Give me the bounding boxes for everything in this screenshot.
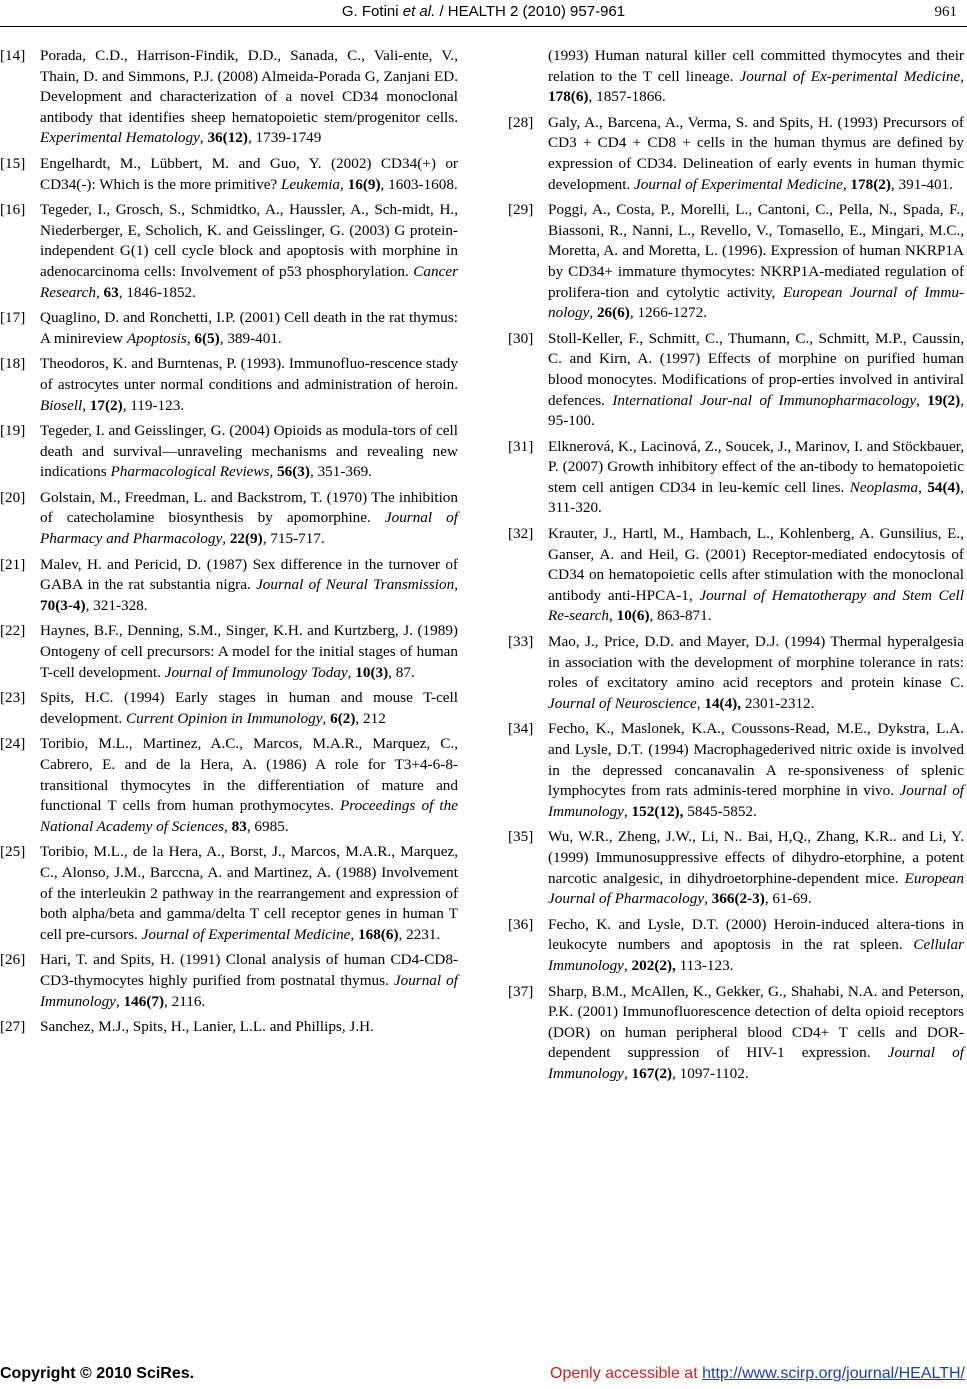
journal-name: European Journal of Pharmacology xyxy=(548,869,964,908)
reference-number: [36] xyxy=(508,915,534,933)
references-left-column xyxy=(0,46,458,1043)
reference-entry xyxy=(0,688,458,729)
reference-text: Engelhardt, M., Lübbert, M. and Guo, Y. (2002) CD34(+) or CD34(-): Which is the more primitive? xyxy=(40,154,458,193)
journal-name: Journal of Ex-perimental Medicine xyxy=(739,67,961,85)
volume-issue: 36(12) xyxy=(207,129,248,147)
reference-text: Mao, J., Price, D.D. and Mayer, D.J. (1994) Thermal hyperalgesia in association with the development of morphine tolerance in rats: roles of excitatory amino acid receptors and protein kinase C. xyxy=(548,633,964,692)
reference-text: , 6985. xyxy=(246,817,289,835)
reference-number: [29] xyxy=(508,201,534,219)
reference-text: Krauter, J., Hartl, M., Hambach, L., Kohlenberg, A. Gunsilius, E., Ganser, A. and Heil, G. (2001) Receptor-mediated endocytosis of CD34 on hematopoietic cells after stimulation with the monoclonal antibody anti-HPCA-1, xyxy=(548,525,964,604)
reference-text: Hari, T. and Spits, H. (1991) Clonal analysis of human CD4-CD8-CD3-thymocytes highly purified from postnatal thymus. xyxy=(40,951,458,989)
references-right-column xyxy=(508,46,964,1090)
reference-number: [16] xyxy=(0,201,26,219)
reference-continuation xyxy=(508,46,964,108)
reference-text: , xyxy=(224,817,232,835)
reference-text: , xyxy=(186,329,195,347)
reference-text: , xyxy=(623,956,632,974)
journal-name: Biosell xyxy=(40,396,83,414)
volume-issue: 202(2), xyxy=(631,956,676,974)
reference-text: , 863-871. xyxy=(649,607,712,625)
reference-text: Golstain, M., Freedman, L. and Backstrom, T. (1970) The inhibition of catecholamine biosynthesis by apomorphine. xyxy=(40,488,458,527)
reference-entry xyxy=(508,982,964,1085)
journal-name: Neoplasma xyxy=(849,478,919,496)
reference-entry xyxy=(508,632,964,714)
reference-text: 113-123. xyxy=(675,956,734,974)
reference-number: [22] xyxy=(0,622,26,640)
reference-entry xyxy=(508,719,964,822)
reference-entry xyxy=(0,354,458,416)
reference-text: Sanchez, M.J., Spits, H., Lanier, L.L. and Phillips, J.H. xyxy=(40,1018,374,1036)
reference-text: , 311-320. xyxy=(548,478,965,517)
reference-text: Poggi, A., Costa, P., Morelli, L., Cantoni, C., Pella, N., Spada, F., Biassoni, R., Nanni, L., Revello, V., Tomasello, E., Mingari, M.C., Moretta, A. and Moretta, L. (1996). Expression of human NKRP1A by CD34+ immature thymocytes: NKRP1A-mediated regulation of prolifera-tion and cytolytic activity, xyxy=(548,201,964,301)
reference-text: , 321-328. xyxy=(85,596,148,614)
reference-text: , xyxy=(222,530,230,548)
reference-number: [33] xyxy=(508,633,534,651)
reference-entry xyxy=(508,329,964,432)
reference-text: 5845-5852. xyxy=(683,802,757,820)
reference-text: , 1846-1852. xyxy=(118,283,196,301)
volume-issue: 178(6) xyxy=(548,88,589,106)
reference-number: [23] xyxy=(0,689,26,707)
journal-name: Apoptosis xyxy=(126,329,187,347)
journal-name: Journal of Immunology Today xyxy=(164,663,348,681)
volume-issue: 167(2) xyxy=(631,1064,673,1082)
reference-entry xyxy=(0,421,458,483)
journal-link[interactable]: http://www.scirp.org/journal/HEALTH/ xyxy=(702,1365,965,1382)
volume-issue: 70(3-4) xyxy=(40,596,86,614)
reference-text: , 1603-1608. xyxy=(380,175,458,193)
reference-text: , xyxy=(918,478,928,496)
journal-name: Cellular Immunology xyxy=(548,936,964,974)
page-number: 961 xyxy=(934,4,957,20)
reference-text: Fecho, K. and Lysle, D.T. (2000) Heroin-induced altera-tions in leukocyte numbers and apoptosis in the rat spleen. xyxy=(548,915,964,954)
reference-number: [19] xyxy=(0,422,26,440)
reference-entry xyxy=(508,200,964,324)
reference-entry xyxy=(508,827,964,909)
reference-text: , xyxy=(199,129,208,147)
reference-text: , 715-717. xyxy=(262,530,325,548)
reference-text: , xyxy=(95,283,104,301)
reference-number: [26] xyxy=(0,951,26,969)
reference-entry xyxy=(0,621,458,683)
reference-text: , 61-69. xyxy=(764,890,812,908)
reference-entry xyxy=(508,915,964,977)
volume-issue: 26(6) xyxy=(596,304,630,322)
journal-name: Journal of Immunology xyxy=(548,782,965,820)
journal-name: Journal of Pharmacy and Pharmacology xyxy=(40,509,458,548)
page-footer xyxy=(0,1362,967,1389)
reference-text: (1993) Human natural killer cell committed thymocytes and their relation to the T cell lineage. xyxy=(548,47,964,85)
reference-text: 2301-2312. xyxy=(741,694,815,712)
volume-issue: 10(3) xyxy=(355,663,389,681)
reference-text: , 389-401. xyxy=(219,329,282,347)
reference-text: , 391-401. xyxy=(890,175,953,193)
reference-text: , xyxy=(623,1064,632,1082)
reference-text: , xyxy=(454,576,459,594)
volume-issue: 168(6) xyxy=(358,925,399,943)
reference-text: , 351-369. xyxy=(309,463,372,481)
reference-entry xyxy=(0,1017,458,1038)
reference-text: , xyxy=(609,607,617,625)
volume-issue: 63 xyxy=(103,283,119,301)
volume-issue: 17(2) xyxy=(89,396,123,414)
volume-issue: 10(6) xyxy=(616,607,650,625)
volume-issue: 6(5) xyxy=(194,329,220,347)
reference-text: , xyxy=(269,463,278,481)
reference-text: Spits, H.C. (1994) Early stages in human and mouse T-cell development. xyxy=(40,689,458,727)
journal-name: Leukemia xyxy=(280,175,341,193)
reference-entry xyxy=(0,154,458,195)
journal-name: Journal of Experimental Medicine xyxy=(141,925,351,943)
volume-issue: 83 xyxy=(231,817,247,835)
running-header xyxy=(0,0,967,26)
reference-text: , 95-100. xyxy=(548,391,964,430)
reference-number: [27] xyxy=(0,1018,26,1036)
copyright-notice: Copyright © 2010 SciRes. xyxy=(0,1365,195,1382)
reference-text: Toribio, M.L., de la Hera, A., Borst, J., Marcos, M.A.R., Marquez, C., Alonso, J.M., Barccna, A. and Martinez, A. (1988) Involvement of the interleukin 2 pathway in the rearrangement and expression of both alpha/beta and gamma/delta T cell receptor genes in human T cell pre-cursors. xyxy=(40,843,458,943)
volume-issue: 16(9) xyxy=(347,175,381,193)
reference-text: , 1266-1272. xyxy=(629,304,708,322)
reference-text: , xyxy=(115,992,124,1010)
journal-name: Pharmacological Reviews xyxy=(110,463,270,481)
reference-entry xyxy=(508,524,964,627)
volume-issue: 54(4) xyxy=(927,478,961,496)
reference-entry xyxy=(0,555,458,617)
reference-text: , 212 xyxy=(355,709,386,727)
reference-entry xyxy=(0,200,458,303)
reference-text: , 1739-1749 xyxy=(247,129,322,147)
journal-name: Journal of Immunology xyxy=(548,1044,964,1082)
reference-text: Stoll-Keller, F., Schmitt, C., Thumann, C., Schmitt, M.P., Caussin, C. and Kirn, A. (1997) Effects of morphine on purified human blood monocytes. Modifications of prop-erties involved in antiviral defences. xyxy=(548,329,964,409)
reference-text: , xyxy=(842,175,851,193)
reference-entry xyxy=(0,46,458,149)
reference-entry xyxy=(0,842,458,945)
reference-number: [15] xyxy=(0,154,26,172)
reference-text: , xyxy=(347,663,356,681)
reference-number: [14] xyxy=(0,47,26,64)
reference-number: [20] xyxy=(0,488,26,506)
volume-issue: 178(2) xyxy=(850,175,891,193)
journal-name: Current Opinion in Immunology xyxy=(126,709,323,727)
reference-text: , xyxy=(322,709,331,727)
reference-text: , xyxy=(350,925,359,943)
reference-text: , 2231. xyxy=(398,925,441,943)
reference-text: , xyxy=(696,694,705,712)
reference-entry xyxy=(508,113,964,195)
reference-text: , 1857-1866. xyxy=(588,88,666,106)
journal-name: Journal of Immunology xyxy=(40,971,458,1010)
reference-entry xyxy=(0,950,458,1012)
reference-number: [17] xyxy=(0,309,26,327)
reference-text: Tegeder, I. and Geisslinger, G. (2004) Opioids as modula-tors of cell death and survival—unraveling mechanisms and revealing new indications xyxy=(40,422,458,481)
reference-number: [28] xyxy=(508,113,534,131)
volume-issue: 22(9) xyxy=(229,530,263,548)
reference-text: Sharp, B.M., McAllen, K., Gekker, G., Shahabi, N.A. and Peterson, P.K. (2001) Immunofluorescence detection of delta opioid receptors (DOR) on human peripheral blood CD4+ T cells and DOR-dependent suppression of HIV-1 expression. xyxy=(548,982,964,1062)
reference-text: , xyxy=(623,802,632,820)
reference-text: Toribio, M.L., Martinez, A.C., Marcos, M.A.R., Marquez, C., Cabrero, E. and de la Hera, A. (1986) A role for T3+4-6-8-transitional thymocytes in the differentiation of mature and functional T cells from human prothymocytes. xyxy=(40,735,458,815)
reference-text: Malev, H. and Pericid, D. (1987) Sex difference in the turnover of GABA in the rat substantia nigra. xyxy=(40,555,458,594)
reference-text: Porada, C.D., Harrison-Findik, D.D., Sanada, C., Vali-ente, V., Thain, D. and Simmons, P.J. (2008) Almeida-Porada G, Zanjani ED. Development and characterization of a novel CD34 monoclonal antibody that identifies sheep hematopoietic stem/progenitor cells. xyxy=(40,47,458,126)
reference-text: , 1097-1102. xyxy=(672,1064,749,1082)
header-title: G. Fotini et al. / HEALTH 2 (2010) 957-961 xyxy=(341,3,626,20)
reference-text: , xyxy=(82,396,90,414)
journal-name: International Jour-nal of Immunopharmacology xyxy=(612,391,917,409)
reference-text: , xyxy=(960,67,964,85)
reference-number: [35] xyxy=(508,828,534,846)
reference-number: [21] xyxy=(0,555,26,573)
reference-text: , xyxy=(704,890,712,908)
volume-issue: 366(2-3) xyxy=(711,890,765,908)
reference-text: , 119-123. xyxy=(122,396,185,414)
reference-text: Theodoros, K. and Burntenas, P. (1993). Immunofluo-rescence stady of astrocytes unter normal conditions and administration of heroin. xyxy=(40,355,458,393)
volume-issue: 14(4), xyxy=(704,694,742,712)
reference-text: , 2116. xyxy=(164,992,206,1010)
reference-text: Wu, W.R., Zheng, J.W., Li, N.. Bai, H,Q., Zhang, K.R.. and Li, Y. (1999) Immunosuppressive effects of dihydro-etorphine, a potent narcotic analgesic, in dihydroetorphine-dependent mice. xyxy=(548,828,964,887)
reference-number: [37] xyxy=(508,982,534,1000)
reference-text: Elknerová, K., Lacinová, Z., Soucek, J., Marinov, I. and Stöckbauer, P. (2007) Growth inhibitory effect of the an-tibody to hematopoietic stem cell antigen CD34 in leu-kemic cell lines. xyxy=(548,437,964,496)
journal-name: Experimental Hematology xyxy=(40,129,200,147)
journal-name: Journal of Experimental Medicine xyxy=(634,175,843,193)
reference-number: [34] xyxy=(508,720,534,738)
reference-number: [24] xyxy=(0,735,26,753)
volume-issue: 56(3) xyxy=(277,463,310,481)
reference-number: [30] xyxy=(508,329,534,347)
reference-text: Haynes, B.F., Denning, S.M., Singer, K.H. and Kurtzberg, J. (1989) Ontogeny of cell precursors: A model for the initial stages of human T-cell development. xyxy=(40,622,458,681)
journal-name: Proceedings of the National Academy of Sciences xyxy=(40,797,458,835)
volume-issue: 146(7) xyxy=(123,992,165,1010)
volume-issue: 152(12), xyxy=(631,802,684,820)
reference-entry xyxy=(0,308,458,349)
journal-name: European Journal of Immu-nology xyxy=(548,283,964,322)
reference-text: Galy, A., Barcena, A., Verma, S. and Spits, H. (1993) Precursors of CD3 + CD4 + CD8 + cells in the human thymus are defined by expression of CD34. Delineation of early events in human thymic development. xyxy=(548,113,964,193)
volume-issue: 6(2) xyxy=(330,709,356,727)
reference-number: [18] xyxy=(0,355,26,373)
reference-text: , xyxy=(340,175,348,193)
reference-entry xyxy=(508,437,964,519)
journal-name: Cancer Research xyxy=(40,262,458,301)
reference-entry xyxy=(0,488,458,550)
reference-entry xyxy=(0,734,458,837)
volume-issue: 19(2) xyxy=(927,391,961,409)
reference-text: Tegeder, I., Grosch, S., Schmidtko, A., Haussler, A., Sch-midt, H., Niederberger, E, Scholich, K. and Geisslinger, G. (2003) G protein-independent G(1) cell cycle block and apoptosis with morphine in adenocarcinoma cells: Involvement of p53 phosphorylation. xyxy=(40,201,458,280)
header-rule xyxy=(0,26,967,27)
open-access-notice: Openly accessible at http://www.scirp.org/journal/HEALTH/ xyxy=(550,1365,965,1382)
journal-name: Journal of Hematotherapy and Stem Cell Re-search xyxy=(548,586,964,625)
reference-text: , xyxy=(916,391,928,409)
reference-text: , 87. xyxy=(388,663,415,681)
journal-name: Journal of Neural Transmission xyxy=(256,576,455,594)
reference-text: , xyxy=(589,304,597,322)
reference-number: [31] xyxy=(508,437,534,455)
reference-number: [25] xyxy=(0,843,26,861)
journal-name: Journal of Neuroscience xyxy=(548,694,697,712)
reference-text: Quaglino, D. and Ronchetti, I.P. (2001) Cell death in the rat thymus: A minireview xyxy=(40,309,458,347)
reference-text: Fecho, K., Maslonek, K.A., Coussons-Read, M.E., Dykstra, L.A. and Lysle, D.T. (1994) Macrophagederived nitric oxide is involved in the depressed concanavalin A re-sponsiveness of splenic lymphocytes from rats adminis-tered morphine in vivo. xyxy=(548,720,964,800)
reference-number: [32] xyxy=(508,525,534,543)
